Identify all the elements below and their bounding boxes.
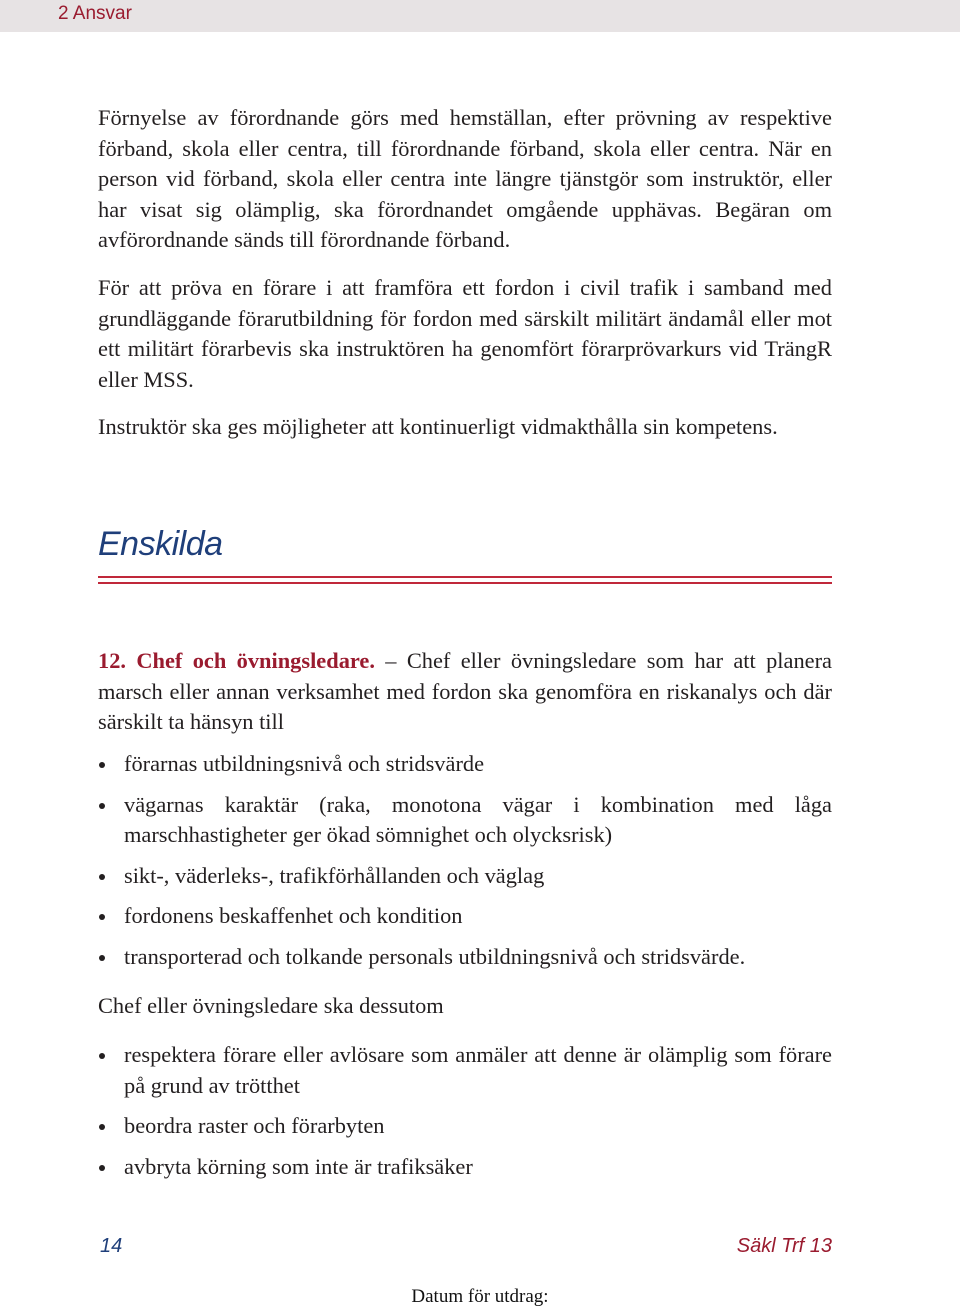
item-heading: Chef och övningsledare. <box>136 648 375 673</box>
header-bar <box>0 0 960 32</box>
bullet-icon <box>99 955 105 961</box>
bullet-icon <box>99 1165 105 1171</box>
bullet-icon <box>99 803 105 809</box>
item-number: 12. <box>98 648 126 673</box>
bullet-icon <box>99 762 105 768</box>
list-item: beordra raster och förarbyten <box>98 1111 832 1142</box>
duties-list <box>98 1040 832 1192</box>
chapter-title: 2 Ansvar <box>58 3 132 24</box>
paragraph-driver-test: För att pröva en förare i att framföra ett fordon i civil trafik i samband med grundläggande förarutbildning för fordon med särskilt militärt ändamål eller mot ett militärt förarbevis ska instruktören ha genomfört förarprövarkurs vid TrängR eller MSS. <box>98 275 832 392</box>
risk-factor-list <box>98 749 832 982</box>
list-item: transporterad och tolkande personals utbildningsnivå och stridsvärde. <box>98 942 832 973</box>
list-item: fordonens beskaffenhet och kondition <box>98 901 832 932</box>
list-item: vägarnas karaktär (raka, monotona vägar i kombination med låga marschhastigheter ger ökad sömnighet och olycksrisk) <box>98 790 832 851</box>
paragraph-renewal: Förnyelse av förordnande görs med hemställan, efter prövning av respektive förband, skola eller centra, till förordnande förband, skola eller centra. När en person vid förband, skola eller centra inte längre tjänstgör som instruktör, eller har visat sig olämplig, ska förordnandet omgående upphävas. Begäran om avförordnande sänds till förordnande förband. <box>98 105 832 252</box>
bullet-icon <box>99 874 105 880</box>
section-rule-bottom <box>98 582 832 584</box>
list-item: respektera förare eller avlösare som anmäler att denne är olämplig som förare på grund av trötthet <box>98 1040 832 1101</box>
list-item: avbryta körning som inte är trafiksäker <box>98 1152 832 1183</box>
document-code: Säkl Trf 13 <box>736 1235 832 1257</box>
extract-date-stamp: Datum för utdrag: <box>411 1286 549 1307</box>
page-number: 14 <box>100 1235 123 1257</box>
list-item: sikt-, väderleks-, trafikförhållanden och väglag <box>98 861 832 892</box>
bullet-icon <box>99 914 105 920</box>
section-rule-top <box>98 576 832 578</box>
item-text: – Chef eller övningsledare som har att planera marsch eller annan verksamhet med fordon ska genomföra en riskanalys och där särskilt ta hänsyn till <box>98 648 832 734</box>
section-title: Enskilda <box>98 525 223 563</box>
bullet-icon <box>99 1053 105 1059</box>
item-12-paragraph <box>98 646 832 738</box>
paragraph-additionally: Chef eller övningsledare ska dessutom <box>98 993 444 1018</box>
list-item: förarnas utbildningsnivå och stridsvärde <box>98 749 832 780</box>
bullet-icon <box>99 1124 105 1130</box>
paragraph-instructor-competence: Instruktör ska ges möjligheter att kontinuerligt vidmakthålla sin kompetens. <box>98 414 778 439</box>
